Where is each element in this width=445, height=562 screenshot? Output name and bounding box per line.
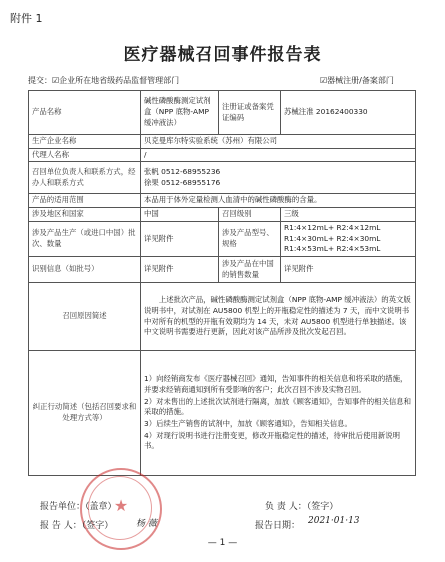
sales-label: 涉及产品在中国的销售数量: [219, 257, 281, 283]
ident-label: 识别信息（如批号）: [29, 257, 141, 283]
contact-value: [141, 162, 416, 194]
action-item: 2）对未售出的上述批次试剂进行隔离，加放《顾客通知》，告知事件的相关信息和采取的措施。: [144, 396, 412, 417]
model-2: R1:4×30mL+ R2:4×30mL: [284, 233, 381, 243]
manufacturer-label: 生产企业名称: [29, 135, 141, 149]
action-item: 4）对现行说明书进行注册变更，修改开瓶稳定性的描述，待审批后使用新说明书。: [144, 430, 400, 451]
report-date-value: 2021·01·13: [308, 516, 360, 526]
batch-label: 涉及产品生产（或进口中国）批次、数量: [29, 221, 141, 256]
ident-value: 详见附件: [141, 257, 219, 283]
row-scope: [29, 194, 416, 208]
report-unit-label: 报告单位：（盖章）: [40, 502, 117, 512]
contact-1: 张帆 0512-68955236: [144, 167, 221, 177]
page-title: 医疗器械召回事件报告表: [123, 45, 322, 65]
model-3: R1:4×53mL+ R2:4×53mL: [284, 244, 381, 254]
row-manufacturer: [29, 135, 416, 149]
contact-2: 徐果 0512-68955176: [144, 177, 221, 187]
reg-no-value: 苏械注准 20162400330: [281, 91, 416, 135]
submit-to-registration: ☑器械注册/备案部门: [320, 76, 394, 85]
row-contact: [29, 162, 416, 194]
product-name-label: 产品名称: [29, 91, 141, 135]
company-seal-star-icon: ★: [113, 496, 129, 515]
reporter-label: 报 告 人：（签字）: [40, 521, 114, 531]
row-batch: [29, 221, 416, 256]
reg-no-label: 注册证或备案凭证编码: [219, 91, 281, 135]
model-label: 涉及产品型号、规格: [219, 221, 281, 256]
row-ident: [29, 257, 416, 283]
row-region: [29, 208, 416, 222]
attachment-label: 附件 1: [10, 12, 43, 25]
action-item: 3）后续生产销售的试剂中，加放《顾客通知》，告知相关信息。: [144, 419, 352, 428]
contact-label: 召回单位负责人和联系方式，经办人和联系方式: [29, 162, 141, 194]
batch-value: 详见附件: [141, 221, 219, 256]
model-1: R1:4×12mL+ R2:4×12mL: [284, 222, 381, 232]
page-number: — 1 —: [207, 538, 238, 548]
report-date-label: 报告日期：: [255, 521, 301, 531]
manufacturer-value: 贝克曼库尔特实验系统（苏州）有限公司: [141, 135, 416, 149]
action-label: 纠正行动简述（包括召回要求和处理方式等）: [29, 351, 141, 476]
recall-report-table: [28, 90, 416, 476]
responsible-person-label: 负 责 人：（签字）: [265, 502, 339, 512]
row-reason: [29, 283, 416, 351]
reporter-signature: 杨 薇: [136, 519, 157, 529]
product-name-value: 碱性磷酸酶测定试剂盒（NPP 底物-AMP 缓冲液法）: [141, 91, 219, 135]
sales-value: 详见附件: [281, 257, 416, 283]
row-agent: [29, 148, 416, 162]
scope-value: 本品用于体外定量检测人血清中的碱性磷酸酶的含量。: [141, 194, 416, 208]
scope-label: 产品的适用范围: [29, 194, 141, 208]
level-value: 三级: [281, 208, 416, 222]
model-value: [281, 221, 416, 256]
row-action: [29, 351, 416, 476]
level-label: 召回级别: [219, 208, 281, 222]
region-value: 中国: [141, 208, 219, 222]
agent-value: /: [141, 148, 416, 162]
region-label: 涉及地区和国家: [29, 208, 141, 222]
action-item: 1）向经销商发布《医疗器械召回》通知，告知事件的相关信息和将采取的措施，并要求经销商通知到所有受影响的客户；此次召回不涉及实物召回。: [144, 374, 408, 394]
reason-label: 召回原因简述: [29, 283, 141, 351]
submit-to-province: 提交：☑企业所在地省级药品监督管理部门: [28, 76, 180, 85]
reason-value: 上述批次产品，碱性磷酸酶测定试剂盒（NPP 底物-AMP 缓冲液法）的英文版说明书中，对试剂在 AU5800 机型上的开瓶稳定性的描述为 7 天，而中文说明书中对所有的机型的开瓶有效期均为 14 天，未对 AU5800 机型进行单独描述。该中文说明书需要进行更新，因此对该产品所涉及批次发起召回。: [141, 283, 416, 351]
agent-label: 代理人名称: [29, 148, 141, 162]
row-product-name: [29, 91, 416, 135]
action-value: [141, 351, 416, 476]
